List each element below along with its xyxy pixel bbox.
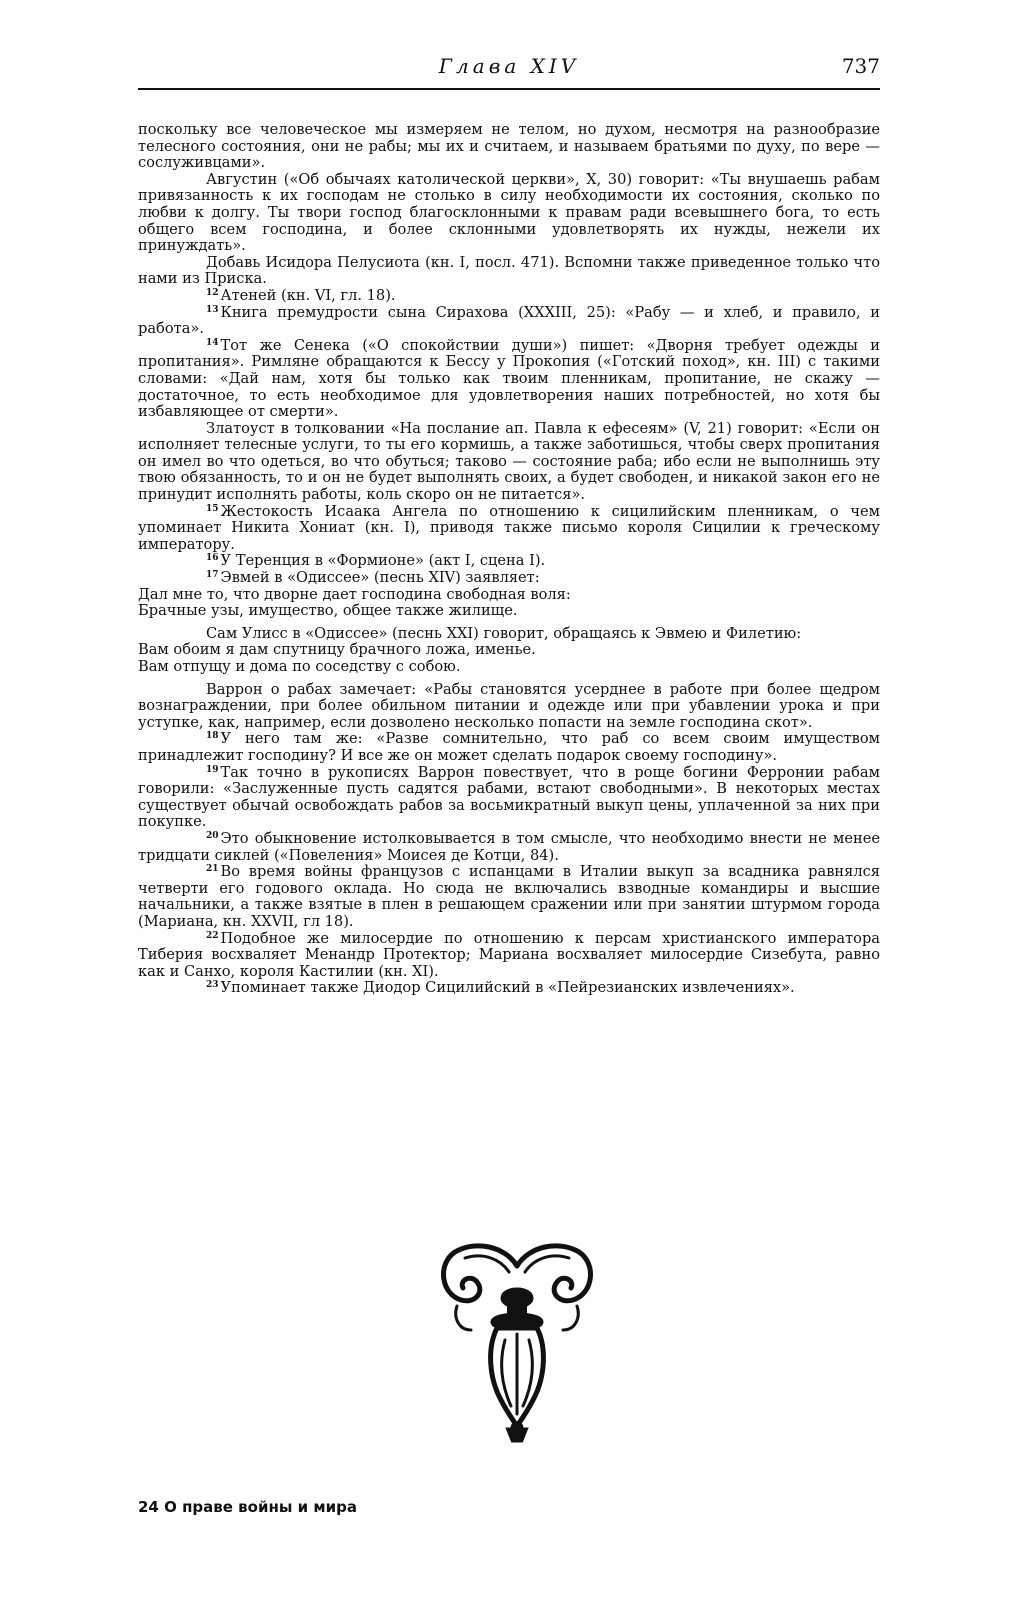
footnote-12 xyxy=(138,288,880,305)
footnote-22 xyxy=(138,931,880,981)
footnote-21 xyxy=(138,864,880,930)
footnote-number: 19 xyxy=(206,764,219,775)
vase-ornament-icon xyxy=(435,1238,600,1443)
footnote-20 xyxy=(138,831,880,864)
footnote-23 xyxy=(138,980,880,997)
footnote-text: Тот же Сенека («О спокойствии души») пишет: «Дворня требует одежды и пропитания». Римляне обращаются к Бессу у Прокопия («Готский поход», кн. III) с такими словами: «Дай нам, хотя бы только как твоим пленникам, пропитание, не скажу — достаточное, то есть необходимое для удовлетворения наших потребностей, но хотя бы избавляющее от смерти». xyxy=(138,336,880,421)
footnote-text: Это обыкновение истолковывается в том смысле, что необходимо внести не менее тридцати сиклей («Повеления» Моисея де Котци, 84). xyxy=(138,829,880,864)
footnote-number: 16 xyxy=(206,553,219,564)
footnote-text: Эвмей в «Одиссее» (песнь XIV) заявляет: xyxy=(220,569,540,587)
footnote-number: 13 xyxy=(206,304,219,315)
footnote-number: 23 xyxy=(206,980,219,991)
footnote-17 xyxy=(138,570,880,587)
footnote-number: 22 xyxy=(206,930,219,941)
footnote-number: 17 xyxy=(206,570,219,581)
footnote-number: 12 xyxy=(206,287,219,298)
footnote-text: Так точно в рукописях Варрон повествует, что в роще богини Ферронии рабам говорили: «Заслуженные пусть садятся рабами, встают свободными». В некоторых местах существует обычай освобождать рабов за восьмикратный выкуп цены, уплаченной за них при покупке. xyxy=(138,763,880,831)
footnote-text: Упоминает также Диодор Сицилийский в «Пейрезианских извлечениях». xyxy=(220,979,795,997)
footnote-18 xyxy=(138,731,880,764)
footnote-number: 15 xyxy=(206,503,219,514)
paragraph: Варрон о рабах замечает: «Рабы становятся усерднее в работе при более щедром вознаграждении, при более обильном питании и одежде или при убавлении урока и при уступке, как, например, если дозволено несколько попасти на земле господина скот». xyxy=(138,680,880,731)
footnote-16 xyxy=(138,553,880,570)
footnote-text: У Теренция в «Формионе» (акт I, сцена I). xyxy=(220,552,546,570)
footnote-number: 14 xyxy=(206,337,219,348)
footnote-text: Книга премудрости сына Сирахова (XXXIII, 25): «Рабу — и хлеб, и правило, и работа». xyxy=(138,303,880,338)
footnote-number: 21 xyxy=(206,864,219,875)
verse-quote xyxy=(138,642,880,675)
footnote-text: Жестокость Исаака Ангела по отношению к сицилийским пленникам, о чем упоминает Никита Хониат (кн. I), приводя также письмо короля Сицилии к греческому императору. xyxy=(138,502,880,553)
paragraph: Златоуст в толковании «На послание ап. Павла к ефесеям» (V, 21) говорит: «Если он исполняет телесные услуги, то ты его кормишь, а также заботишься, чтобы сверх пропитания он имел во что одеться, во что обуться; таково — состояние раба; ибо если не выполнишь эту твою обязанность, то и он не будет выполнять своих, а будет свободен, и никакой закон его не принудит исполнять работы, коль скоро он не питается». xyxy=(138,419,880,504)
footnote-text: У него там же: «Разве сомнительно, что раб со всем своим имуществом принадлежит господину? И все же он может сделать подарок своему господину». xyxy=(138,730,880,764)
footnote-number: 20 xyxy=(206,830,219,841)
footnote-14 xyxy=(138,338,880,421)
footnote-13 xyxy=(138,305,880,338)
running-header xyxy=(138,52,880,90)
footnote-15 xyxy=(138,504,880,554)
verse-quote xyxy=(138,587,880,620)
verse-line: Вам обоим я дам спутницу брачного ложа, именье. xyxy=(138,641,536,659)
chapter-title: Глава XIV xyxy=(438,54,580,78)
footnote-number: 18 xyxy=(206,731,219,742)
signature-mark: 24 О праве войны и мира xyxy=(138,1498,358,1516)
footnote-19 xyxy=(138,765,880,831)
verse-line: Брачные узы, имущество, общее также жилище. xyxy=(138,602,518,620)
notes-text xyxy=(138,122,880,997)
paragraph: поскольку все человеческое мы измеряем не телом, но духом, несмотря на разнообразие телесного состояния, они не рабы; мы их и считаем, и называем братьями по духу, по вере — сослуживцами». xyxy=(138,121,880,172)
paragraph: Сам Улисс в «Одиссее» (песнь XXI) говорит, обращаясь к Эвмею и Филетию: xyxy=(206,624,802,642)
verse-line: Вам отпущу и дома по соседству с собою. xyxy=(138,658,461,675)
paragraph: Августин («Об обычаях католической церкви», X, 30) говорит: «Ты внушаешь рабам привязанность к их господам не столько в силу необходимости их состояния, сколько по любви к долгу. Ты твори господ благосклонными к правам ради всевышнего бога, то есть общего всем господина, и более склонными удовлетворять их нужды, нежели их принуждать». xyxy=(138,170,880,255)
verse-line: Дал мне то, что дворне дает господина свободная воля: xyxy=(138,585,571,603)
paragraph: Добавь Исидора Пелусиота (кн. I, посл. 471). Вспомни также приведенное только что нами из Приска. xyxy=(138,253,880,288)
footnote-text: Атеней (кн. VI, гл. 18). xyxy=(220,286,396,304)
footnote-text: Во время войны французов с испанцами в Италии выкуп за всадника равнялся четверти его годового оклада. Но сюда не включались взводные командиры и высшие начальники, а также взятые в плен в решающем сражении или при занятии штурмом города (Мариана, кн. XXVII, гл 18). xyxy=(138,863,880,930)
footnote-text: Подобное же милосердие по отношению к персам христианского императора Тиберия восхваляет Менандр Протектор; Мариана восхваляет милосердие Сизебута, равно как и Санхо, короля Кастилии (кн. XI). xyxy=(138,929,880,980)
page-number: 737 xyxy=(841,54,880,78)
